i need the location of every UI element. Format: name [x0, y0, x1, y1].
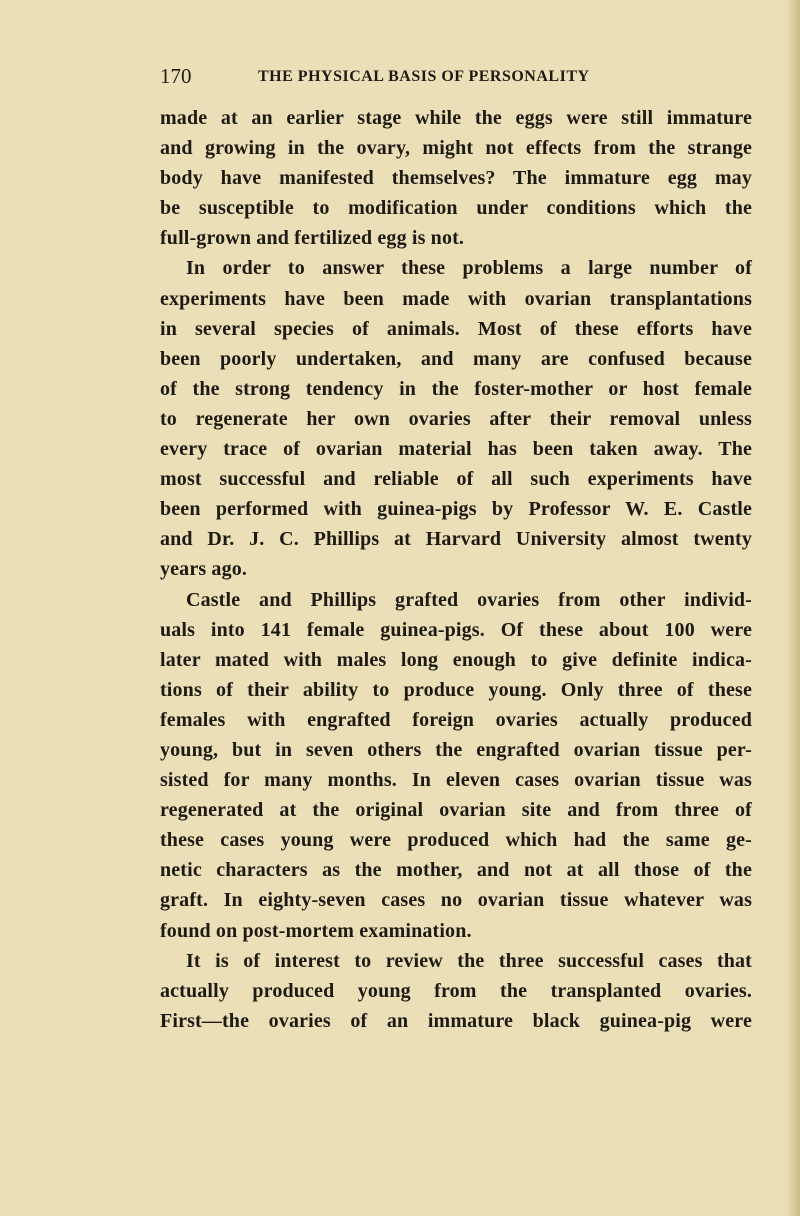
text-line: It is of interest to review the three successful cases that	[186, 949, 752, 972]
body-text	[160, 103, 752, 1036]
page-number: 170	[160, 64, 192, 88]
text-line: body have manifested themselves? The immature egg may	[160, 167, 752, 190]
text-line: netic characters as the mother, and not at all those of the	[160, 859, 752, 882]
text-line: young, but in seven others the engrafted ovarian tissue per-	[160, 738, 752, 761]
text-line: every trace of ovarian material has been taken away. The	[160, 438, 752, 461]
text-line: been poorly undertaken, and many are confused because	[160, 347, 752, 370]
text-line: graft. In eighty-seven cases no ovarian tissue whatever was	[160, 889, 752, 912]
text-line: been performed with guinea-pigs by Professor W. E. Castle	[160, 498, 752, 521]
text-line: Castle and Phillips grafted ovaries from other individ-	[186, 588, 752, 611]
text-line: tions of their ability to produce young. Only three of these	[160, 678, 752, 701]
text-line: First—the ovaries of an immature black guinea-pig were	[160, 1009, 752, 1032]
text-line: sisted for many months. In eleven cases ovarian tissue was	[160, 769, 752, 792]
text-line: In order to answer these problems a large number of	[186, 257, 752, 280]
text-line: and Dr. J. C. Phillips at Harvard University almost twenty	[160, 528, 752, 551]
text-line: experiments have been made with ovarian transplantations	[160, 287, 752, 310]
text-line: found on post-mortem examination.	[160, 919, 472, 942]
text-line: made at an earlier stage while the eggs were still immature	[160, 107, 752, 129]
text-line: to regenerate her own ovaries after their removal unless	[160, 407, 752, 430]
text-line: and growing in the ovary, might not effects from the strange	[160, 137, 752, 160]
page-edge-shadow	[786, 0, 800, 1216]
running-header	[160, 64, 760, 94]
running-title: THE PHYSICAL BASIS OF PERSONALITY	[258, 68, 590, 85]
text-line: full-grown and fertilized egg is not.	[160, 227, 465, 250]
text-line: actually produced young from the transplanted ovaries.	[160, 979, 752, 1002]
text-line: most successful and reliable of all such experiments have	[160, 468, 752, 491]
text-line: of the strong tendency in the foster-mother or host female	[160, 377, 752, 400]
text-line: regenerated at the original ovarian site and from three of	[160, 799, 752, 822]
text-line: females with engrafted foreign ovaries actually produced	[160, 708, 752, 731]
text-line: be susceptible to modification under conditions which the	[160, 197, 752, 220]
text-line: uals into 141 female guinea-pigs. Of these about 100 were	[160, 618, 752, 641]
text-line: these cases young were produced which had the same ge-	[160, 829, 752, 852]
text-line: later mated with males long enough to give definite indica-	[160, 648, 752, 671]
text-line: in several species of animals. Most of these efforts have	[160, 317, 752, 340]
text-line: years ago.	[160, 558, 248, 581]
